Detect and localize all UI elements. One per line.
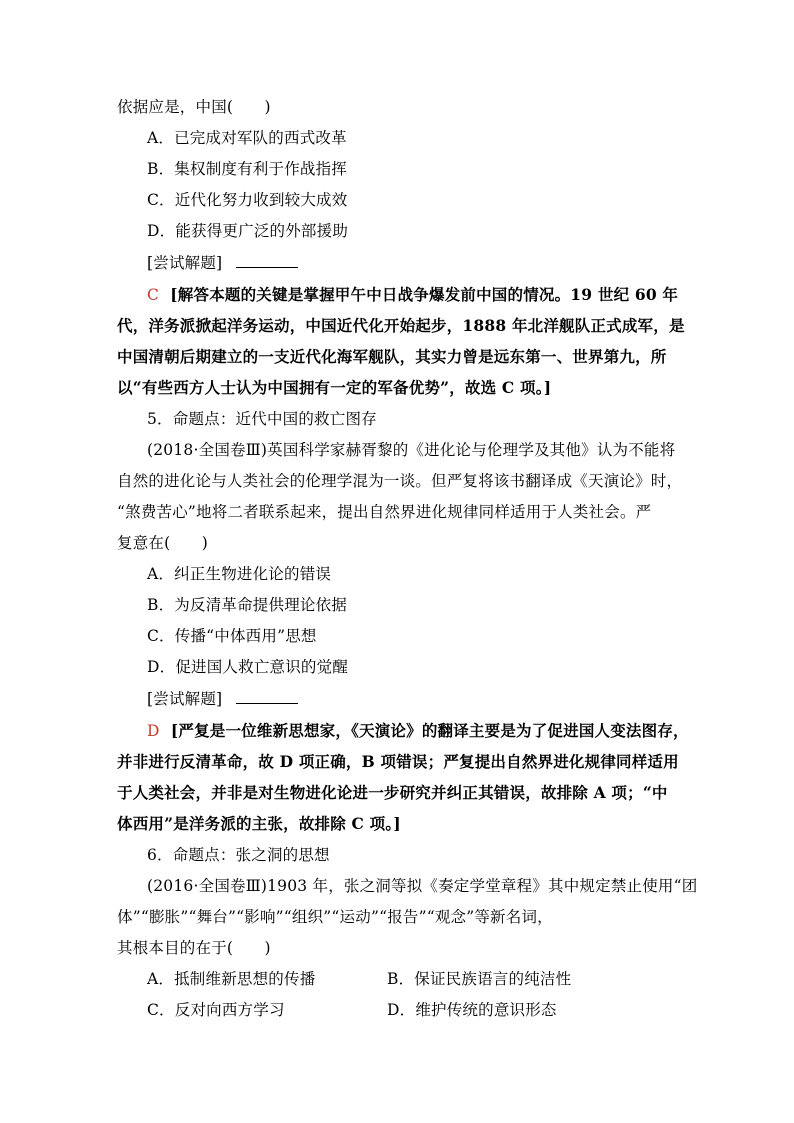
q5-option-c: C．传播“中体西用”思想 xyxy=(147,627,317,645)
q4-option-a: A．已完成对军队的西式改革 xyxy=(147,129,347,147)
q4-explanation-line-2: 代，洋务派掀起洋务运动，中国近代化开始起步，1888 年北洋舰队正式成军，是 xyxy=(117,316,685,335)
q4-option-d: D．能获得更广泛的外部援助 xyxy=(147,222,349,240)
q5-stem-line-1: (2018·全国卷Ⅲ)英国科学家赫胥黎的《进化论与伦理学及其他》认为不能将 xyxy=(147,441,676,459)
q5-title: 5．命题点：近代中国的救亡图存 xyxy=(147,410,377,428)
q6-option-d: D．维护传统的意识形态 xyxy=(387,1001,557,1019)
q4-explanation-line-1: C [解答本题的关键是掌握甲午中日战争爆发前中国的情况。19 世纪 60 年 xyxy=(147,285,679,304)
q6-stem-line-2: 体”“膨胀”“舞台”“影响”“组织”“运动”“报告”“观念”等新名词， xyxy=(117,908,553,926)
q5-explanation-line-3: 于人类社会，并非是对生物进化论进一步研究并纠正其错误，故排除 A 项；“中 xyxy=(117,783,668,802)
q6-option-b: B．保证民族语言的纯洁性 xyxy=(387,970,572,988)
q5-stem-line-3: “煞费苦心”地将二者联系起来，提出自然界进化规律同样适用于人类社会。严 xyxy=(117,503,652,521)
q5-option-d: D．促进国人救亡意识的觉醒 xyxy=(147,658,349,676)
try-solve-label: [尝试解题] xyxy=(147,690,223,708)
q4-option-c: C．近代化努力收到较大成效 xyxy=(147,191,348,209)
q6-stem-line-1: (2016·全国卷Ⅲ)1903 年，张之洞等拟《奏定学堂章程》其中规定禁止使用“团 xyxy=(147,877,698,895)
try-solve-label: [尝试解题] xyxy=(147,254,223,272)
answer-blank[interactable] xyxy=(236,255,298,268)
q6-option-c: C．反对向西方学习 xyxy=(147,1001,285,1019)
q4-try-solve xyxy=(147,253,298,273)
q4-answer-letter: C xyxy=(147,286,160,304)
q4-explanation-line-3: 中国清朝后期建立的一支近代化海军舰队，其实力曾是远东第一、世界第九，所 xyxy=(117,347,667,366)
q5-option-a: A．纠正生物进化论的错误 xyxy=(147,565,332,583)
q4-stem-tail: 依据应是，中国( ) xyxy=(117,98,271,116)
q5-stem-line-4: 复意在( ) xyxy=(117,534,208,552)
answer-blank[interactable] xyxy=(236,691,298,704)
q4-explanation-line-4: 以“有些西方人士认为中国拥有一定的军备优势”，故选 C 项。] xyxy=(117,378,552,397)
q4-option-b: B．集权制度有利于作战指挥 xyxy=(147,160,347,178)
q6-stem-line-3: 其根本目的在于( ) xyxy=(117,939,271,957)
q5-answer-letter: D xyxy=(147,722,160,740)
q5-stem-line-2: 自然的进化论与人类社会的伦理学混为一谈。但严复将该书翻译成《天演论》时， xyxy=(117,472,683,490)
q6-title: 6．命题点：张之洞的思想 xyxy=(147,846,330,864)
q5-explanation-line-1: D [严复是一位维新思想家，《天演论》的翻译主要是为了促进国人变法图存， xyxy=(147,721,689,740)
q5-explanation-line-4: 体西用”是洋务派的主张，故排除 C 项。] xyxy=(117,814,401,833)
q5-option-b: B．为反清革命提供理论依据 xyxy=(147,596,347,614)
q6-options-row-1 xyxy=(147,969,667,989)
q6-options-row-2 xyxy=(147,1000,667,1020)
q6-option-a: A．抵制维新思想的传播 xyxy=(147,970,316,988)
q5-try-solve xyxy=(147,689,298,709)
q5-explanation-line-2: 并非进行反清革命，故 D 项正确，B 项错误；严复提出自然界进化规律同样适用 xyxy=(117,752,679,771)
